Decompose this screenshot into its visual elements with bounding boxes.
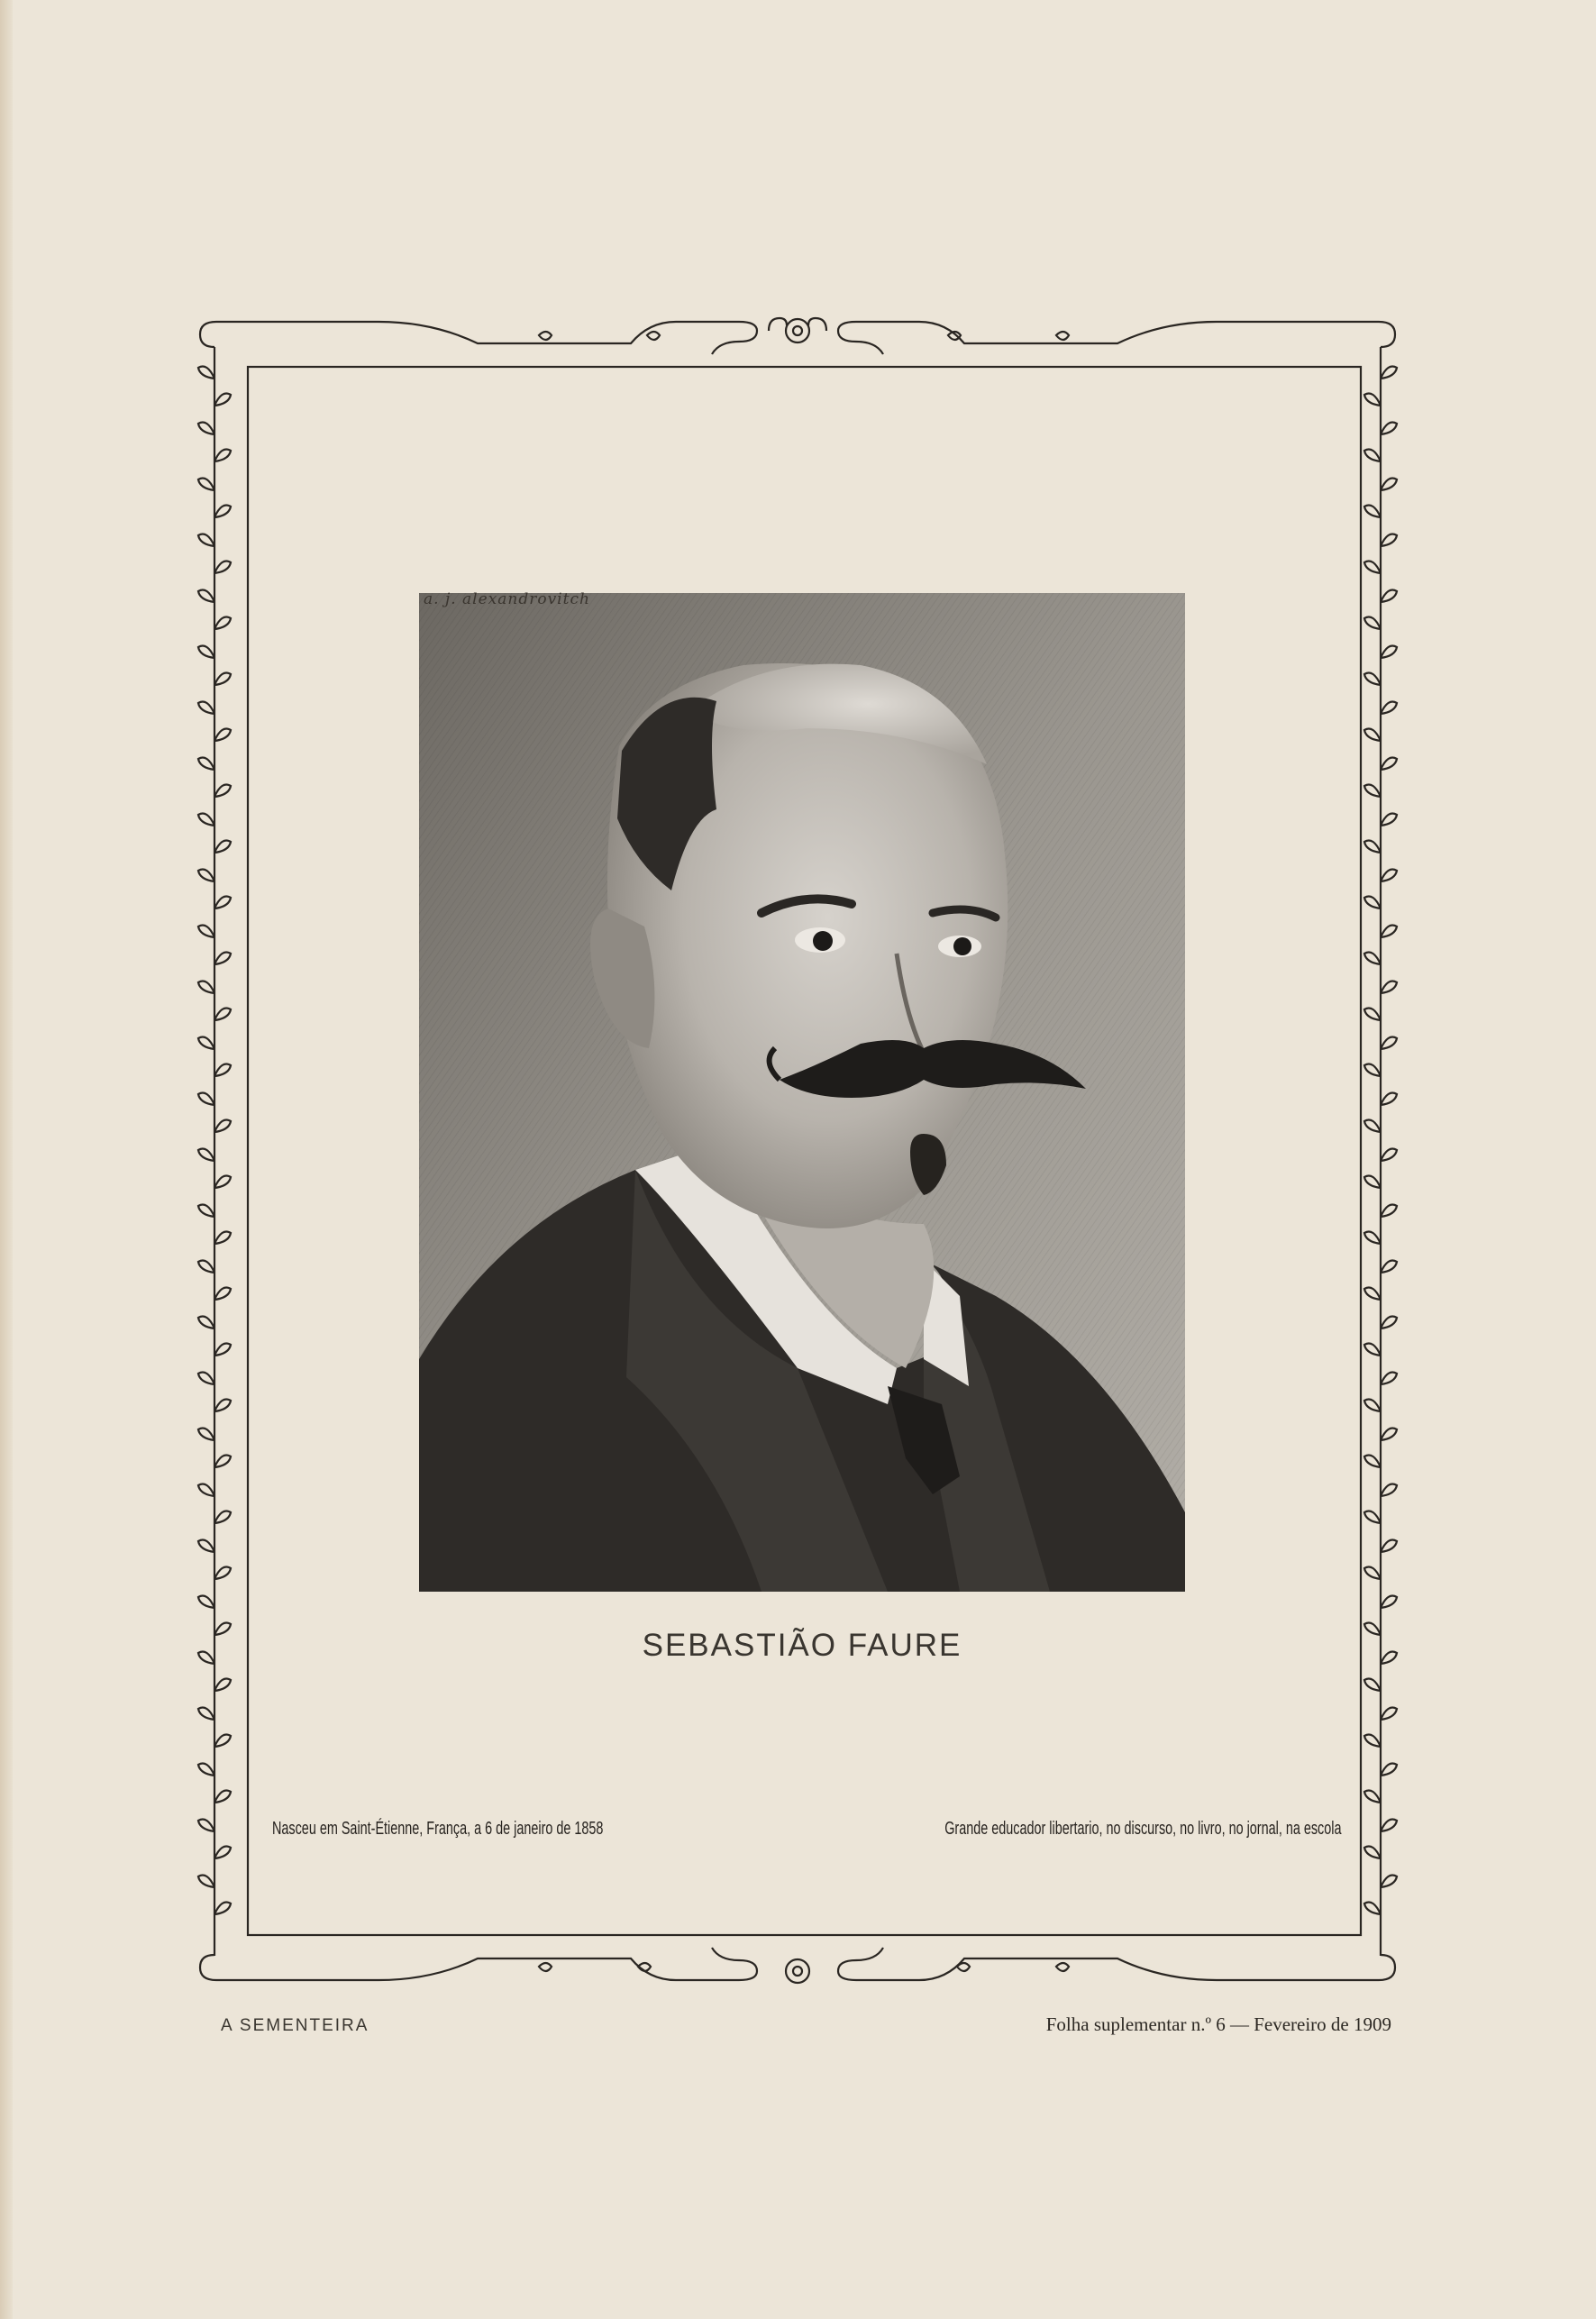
caption-description: Grande educador libertario, no discurso, no livro, no jornal, na escola (944, 1819, 1341, 1839)
engraver-signature: a. j. alexandrovitch (424, 590, 590, 608)
issue-info: Folha suplementar n.º 6 — Fevereiro de 1909 (1045, 2013, 1391, 2035)
caption-birth: Nasceu em Saint-Étienne, França, a 6 de janeiro de 1858 (272, 1819, 604, 1839)
publication-title: A SEMENTEIRA (221, 2016, 369, 2035)
portrait-name: SEBASTIÃO FAURE (642, 1628, 962, 1663)
portrait-engraving (419, 593, 1185, 1592)
